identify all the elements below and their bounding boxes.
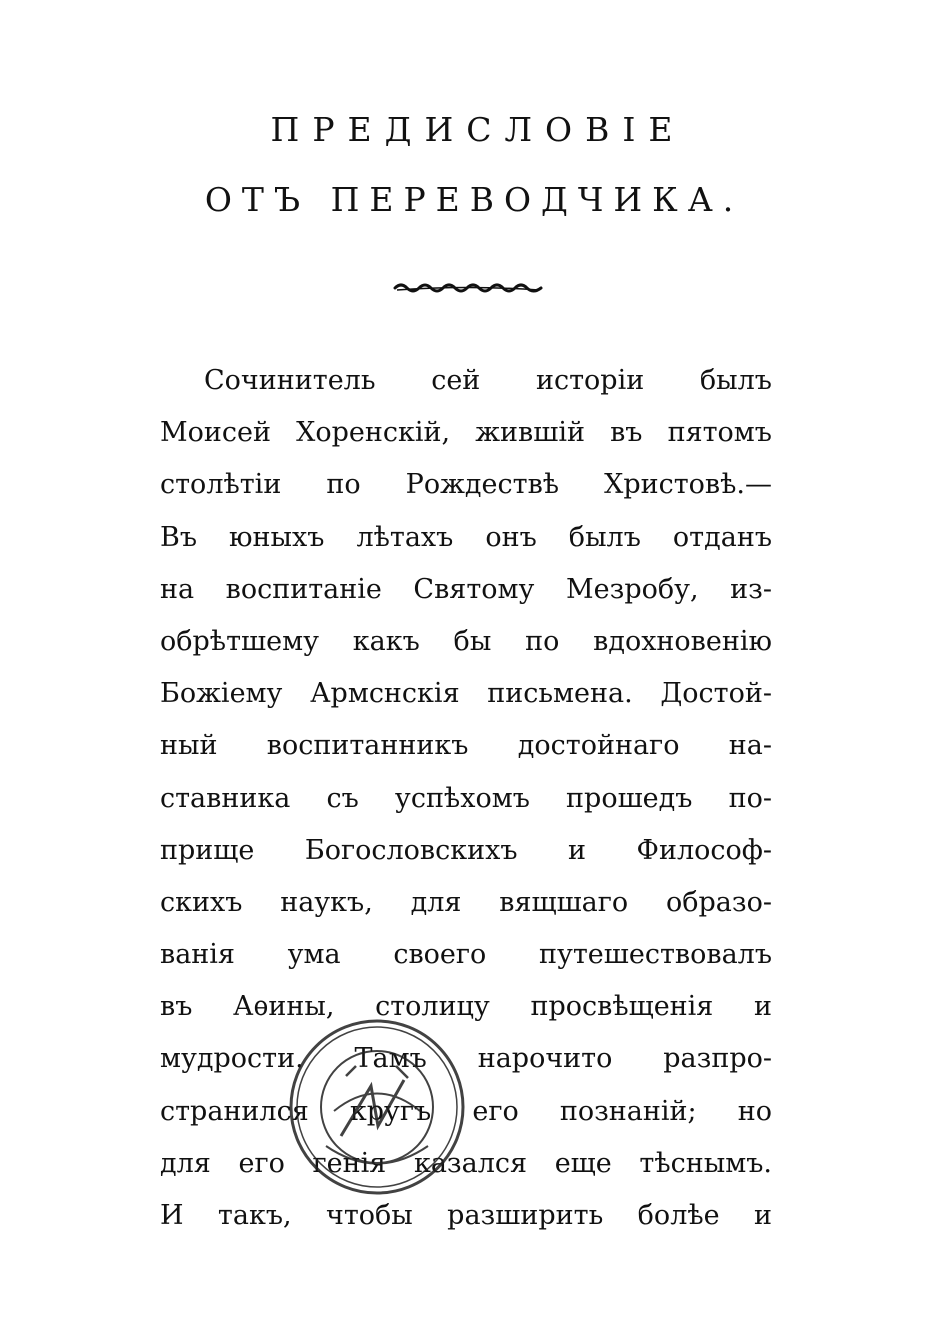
text-line: И такъ, чтобы разширить болѣе и bbox=[160, 1200, 772, 1231]
text-line: скихъ наукъ, для вящшаго образо- bbox=[160, 886, 772, 918]
page-subtitle: ОТЪ ПЕРЕВОДЧИКА. bbox=[204, 180, 744, 219]
page-title: ПРЕДИСЛОВІЕ bbox=[270, 110, 686, 149]
preface-body bbox=[160, 355, 772, 1242]
text-line: прище Богословскихъ и Философ- bbox=[160, 834, 772, 866]
text-line: ванія ума своего путешествовалъ bbox=[160, 939, 772, 971]
text-line: мудрости. Тамъ нарочито разпро- bbox=[160, 1043, 772, 1075]
wavy-rule-ornament-icon bbox=[393, 276, 543, 298]
text-line: Сочинитель сей исторіи былъ bbox=[204, 365, 772, 396]
text-line: для его генія казался еще тѣснымъ. bbox=[160, 1147, 772, 1179]
text-line: обрѣтшему какъ бы по вдохновенію bbox=[160, 625, 772, 657]
text-line: столѣтіи по Рождествѣ Христовѣ.— bbox=[160, 469, 772, 501]
text-line: Божіему Армснскія письмена. Достой- bbox=[160, 678, 772, 710]
text-line: Въ юныхъ лѣтахъ онъ былъ отданъ bbox=[160, 521, 772, 553]
text-line: странился кругъ его познаній; но bbox=[160, 1095, 772, 1127]
text-line: ставника съ успѣхомъ прошедъ по- bbox=[160, 782, 772, 814]
text-line: Моисей Хоренскій, жившій въ пятомъ bbox=[160, 417, 772, 449]
text-line: въ Аѳины, столицу просвѣщенія и bbox=[160, 991, 772, 1023]
text-line: на воспитаніе Святому Мезробу, из- bbox=[160, 573, 772, 605]
text-line: ный воспитанникъ достойнаго на- bbox=[160, 730, 772, 762]
